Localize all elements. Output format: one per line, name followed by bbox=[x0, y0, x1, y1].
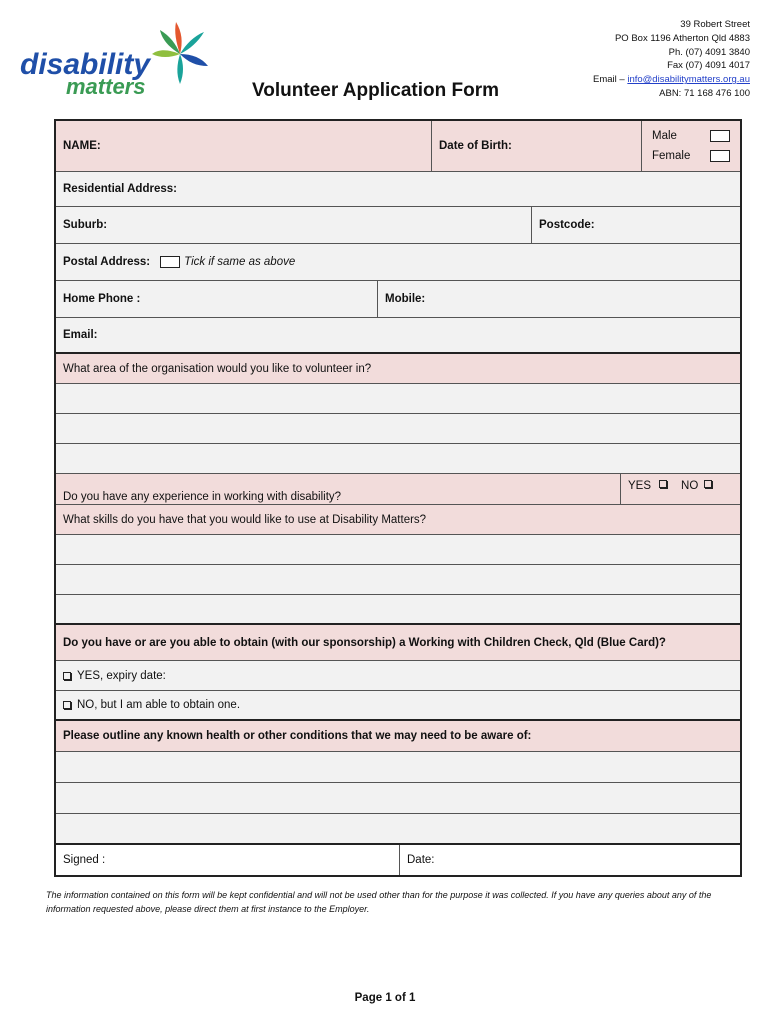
experience-yes-label: YES bbox=[628, 480, 652, 492]
page-current: 1 bbox=[385, 992, 392, 1004]
experience-no-label: NO bbox=[681, 480, 699, 492]
residential-label: Residential Address: bbox=[63, 183, 177, 195]
signed-label: Signed : bbox=[63, 854, 106, 866]
signature-row bbox=[56, 845, 740, 875]
bluecard-yes-checkbox[interactable] bbox=[63, 672, 71, 680]
application-form bbox=[54, 119, 742, 877]
area-answer-line-2[interactable] bbox=[56, 414, 740, 444]
name-row bbox=[56, 121, 740, 172]
male-option[interactable] bbox=[652, 130, 730, 142]
home-phone-label: Home Phone : bbox=[63, 293, 141, 305]
fax-line: Fax (07) 4091 4017 bbox=[667, 60, 750, 72]
logo-text-disability: disability bbox=[20, 48, 151, 81]
health-question-row bbox=[56, 721, 740, 752]
postcode-label: Postcode: bbox=[539, 219, 595, 231]
skills-answer-line-3[interactable] bbox=[56, 595, 740, 625]
confidentiality-note: The information contained on this form will be kept confidential and will not be used other than for the purpose it was collected. If you have any queries about any of the information requested above, please direct them at first instance to the Employer. bbox=[46, 890, 712, 914]
health-answer-line-2[interactable] bbox=[56, 783, 740, 814]
name-field[interactable] bbox=[56, 121, 431, 171]
address-line-2: PO Box 1196 Atherton Qld 4883 bbox=[614, 32, 750, 44]
dob-field[interactable] bbox=[431, 121, 641, 171]
signed-field[interactable] bbox=[56, 845, 399, 875]
male-label: Male bbox=[652, 130, 677, 142]
residential-row bbox=[56, 172, 740, 207]
suburb-row bbox=[56, 207, 740, 244]
skills-answer-line-2[interactable] bbox=[56, 565, 740, 595]
contact-block bbox=[593, 18, 750, 101]
address-line-1: 39 Robert Street bbox=[680, 19, 750, 30]
postal-label: Postal Address: bbox=[63, 256, 151, 268]
same-as-above-label: Tick if same as above bbox=[184, 256, 296, 268]
email-label: Email: bbox=[63, 329, 98, 341]
experience-options bbox=[620, 474, 740, 504]
health-question: Please outline any known health or other conditions that we may need to be aware of: bbox=[63, 730, 532, 742]
bluecard-no-label: NO, but I am able to obtain one. bbox=[77, 699, 241, 711]
health-answer-line-1[interactable] bbox=[56, 752, 740, 783]
phone-row bbox=[56, 281, 740, 318]
female-label: Female bbox=[652, 150, 691, 162]
logo-text-matters: matters bbox=[66, 74, 146, 99]
skills-question: What skills do you have that you would like to use at Disability Matters? bbox=[63, 513, 427, 526]
postcode-field[interactable] bbox=[531, 207, 740, 243]
suburb-label: Suburb: bbox=[63, 219, 108, 231]
skills-answer-line-1[interactable] bbox=[56, 535, 740, 565]
bluecard-yes-label: YES, expiry date: bbox=[77, 669, 166, 682]
residential-field[interactable] bbox=[56, 172, 740, 206]
email-prefix: Email – bbox=[593, 74, 628, 86]
area-answer-line-1[interactable] bbox=[56, 384, 740, 414]
area-question: What area of the organisation would you like to volunteer in? bbox=[63, 362, 372, 375]
bluecard-no-checkbox[interactable] bbox=[63, 701, 71, 709]
page-prefix: Page bbox=[354, 992, 386, 1004]
dob-label: Date of Birth: bbox=[439, 140, 512, 152]
male-checkbox[interactable] bbox=[710, 130, 730, 142]
disability-matters-logo bbox=[18, 16, 218, 106]
experience-yes-checkbox[interactable] bbox=[659, 480, 667, 488]
date-label: Date: bbox=[407, 854, 435, 866]
bluecard-no-row bbox=[56, 691, 740, 721]
email-field[interactable] bbox=[56, 318, 740, 352]
name-label: NAME: bbox=[63, 140, 101, 152]
bluecard-question-row bbox=[56, 625, 740, 661]
email-row bbox=[56, 318, 740, 354]
bluecard-yes-row bbox=[56, 661, 740, 691]
page-of: of bbox=[391, 992, 409, 1004]
page-title: Volunteer Application Form bbox=[252, 80, 500, 101]
female-checkbox[interactable] bbox=[710, 150, 730, 162]
health-answer-line-3[interactable] bbox=[56, 814, 740, 845]
mobile-field[interactable] bbox=[377, 281, 740, 317]
area-answer-line-3[interactable] bbox=[56, 444, 740, 474]
home-phone-field[interactable] bbox=[56, 281, 377, 317]
abn-line: ABN: 71 168 476 100 bbox=[659, 87, 750, 99]
postal-row bbox=[56, 244, 740, 281]
bluecard-yes-option[interactable] bbox=[56, 661, 740, 690]
mobile-label: Mobile: bbox=[385, 293, 426, 305]
date-field[interactable] bbox=[399, 845, 740, 875]
area-question-row bbox=[56, 354, 740, 384]
same-as-above-checkbox[interactable] bbox=[160, 256, 180, 268]
skills-question-row bbox=[56, 505, 740, 535]
female-option[interactable] bbox=[652, 150, 730, 162]
email-link[interactable]: info@disabilitymatters.org.au bbox=[627, 74, 750, 86]
page-total: 1 bbox=[408, 992, 416, 1004]
experience-question: Do you have any experience in working with disability? bbox=[63, 491, 342, 503]
experience-no-checkbox[interactable] bbox=[704, 480, 712, 488]
bluecard-question: Do you have or are you able to obtain (with our sponsorship) a Working with Children Check, Qld (Blue Card)? bbox=[63, 636, 666, 649]
phone-line: Ph. (07) 4091 3840 bbox=[668, 46, 750, 58]
email-line bbox=[593, 73, 750, 87]
page-number bbox=[0, 992, 770, 1004]
gender-cell bbox=[641, 121, 740, 171]
bluecard-no-option[interactable] bbox=[56, 691, 740, 719]
suburb-field[interactable] bbox=[56, 207, 531, 243]
logo-leaf-mark bbox=[152, 22, 208, 84]
postal-field[interactable] bbox=[56, 244, 740, 280]
experience-row bbox=[56, 474, 740, 505]
